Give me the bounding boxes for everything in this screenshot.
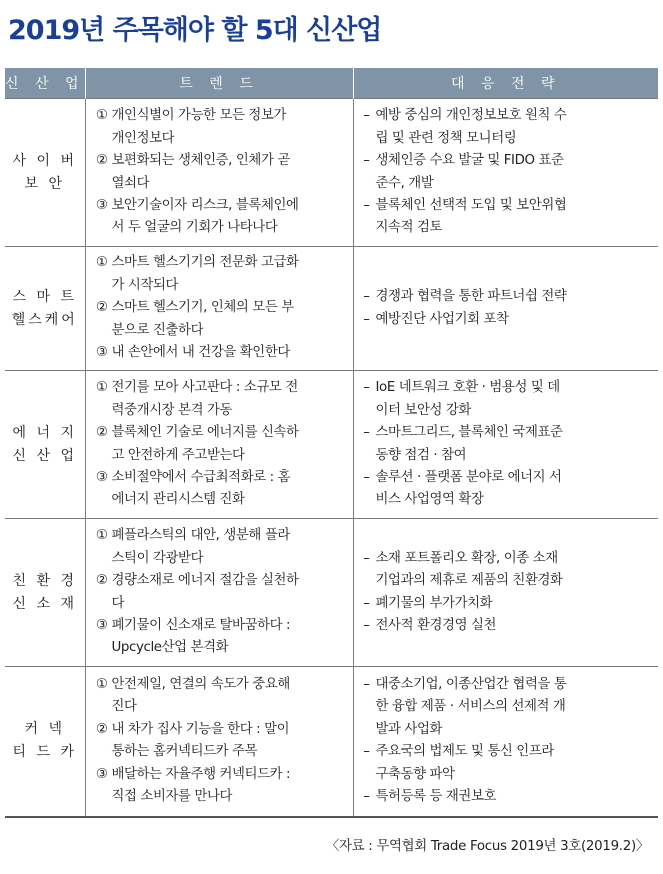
industry-table xyxy=(5,68,658,818)
item-text-line: 예방진단 사업기회 포착 xyxy=(375,311,509,327)
item-text xyxy=(376,105,653,150)
trend-item xyxy=(86,105,347,150)
item-text-line: 직접 소비자를 만나다 xyxy=(111,789,233,805)
strategy-item xyxy=(354,467,653,512)
item-text-line: 스틱이 각광받다 xyxy=(111,550,204,566)
item-marker: – xyxy=(363,617,370,633)
item-text-line: 서 두 얼굴의 기회가 나타나다 xyxy=(111,220,278,236)
item-text-line: 발과 사업화 xyxy=(375,721,443,737)
item-text-line: 솔루션 · 플랫폼 분야로 에너지 서 xyxy=(375,469,562,485)
item-text-line: 지속적 검토 xyxy=(375,220,443,236)
trend-cell xyxy=(85,99,353,247)
item-text xyxy=(112,342,347,364)
item-marker: ③ xyxy=(95,766,108,782)
industry-name-line: 사 이 버 xyxy=(12,152,77,169)
page-title: 2019년 주목해야 할 5대 신산업 xyxy=(8,15,382,46)
item-text-line: 고 안전하게 주고받는다 xyxy=(111,447,245,463)
item-text-line: 분으로 진출하다 xyxy=(111,322,204,338)
item-text-line: 통하는 홈커넥티드카 주목 xyxy=(111,744,258,760)
item-marker: ② xyxy=(95,153,108,169)
industry-name-line: 신 소 재 xyxy=(12,595,77,612)
item-text xyxy=(376,741,653,786)
item-text-line: 소비절약에서 수급최적화로 : 홈 xyxy=(111,469,291,485)
item-text-line: 경쟁과 협력을 통한 파트너쉽 전략 xyxy=(375,289,567,305)
trend-cell xyxy=(85,371,353,519)
strategy-item xyxy=(354,195,653,240)
item-marker: – xyxy=(363,289,370,305)
item-text-line: 내 손안에서 내 건강을 확인한다 xyxy=(111,345,290,361)
strategy-item xyxy=(354,593,653,615)
item-text xyxy=(112,150,347,195)
item-marker: ③ xyxy=(95,469,108,485)
trend-item xyxy=(86,525,347,570)
strategy-item xyxy=(354,615,653,637)
industry-name-line: 헬스케어 xyxy=(11,311,78,328)
table-row xyxy=(5,667,658,817)
industry-name-line: 보 안 xyxy=(24,175,65,192)
item-text-line: 예방 중심의 개인정보보호 원칙 수 xyxy=(375,108,567,124)
item-marker: ③ xyxy=(95,197,108,213)
item-text-line: 스마트 헬스기기의 전문화 고급화 xyxy=(111,255,299,271)
item-text-line: 안전제일, 연결의 속도가 중요해 xyxy=(111,677,290,693)
trend-item xyxy=(86,422,347,467)
item-text-line: 전사적 환경경영 실천 xyxy=(375,617,497,633)
item-text xyxy=(112,764,347,809)
item-marker: – xyxy=(363,380,370,396)
item-text-line: 폐기물이 신소재로 탈바꿈하다 : xyxy=(111,617,291,633)
item-marker: ① xyxy=(95,255,108,271)
item-marker: – xyxy=(363,311,370,327)
strategy-item xyxy=(354,422,653,467)
table-row xyxy=(5,519,658,667)
item-text-line: 립 및 관련 정책 모니터링 xyxy=(375,130,517,146)
item-text-line: 이터 보안성 강화 xyxy=(375,402,471,418)
item-text xyxy=(376,615,653,637)
item-text xyxy=(112,377,347,422)
item-text xyxy=(376,467,653,512)
item-text-line: 폐기물의 부가가치화 xyxy=(375,595,493,611)
industry-name-line: 신 산 업 xyxy=(12,447,77,464)
strategy-item xyxy=(354,548,653,593)
table-row xyxy=(5,247,658,371)
strategy-item xyxy=(354,674,653,741)
industry-name-line: 스 마 트 xyxy=(12,288,77,305)
trend-item xyxy=(86,570,347,615)
item-text-line: 폐플라스틱의 대안, 생분해 플라 xyxy=(111,528,290,544)
item-text-line: 블록체인 기술로 에너지를 신속하 xyxy=(111,425,299,441)
item-marker: – xyxy=(363,469,370,485)
item-text-line: 블록체인 선택적 도입 및 보안위협 xyxy=(375,197,567,213)
trend-cell xyxy=(85,247,353,371)
strategy-item xyxy=(354,105,653,150)
item-text xyxy=(112,525,347,570)
item-text-line: 개인정보다 xyxy=(111,130,175,146)
item-text-line: 기업과의 제휴로 제품의 친환경화 xyxy=(375,573,563,589)
item-text-line: 한 융합 제품 · 서비스의 선제적 개 xyxy=(375,699,566,715)
item-text xyxy=(376,150,653,195)
item-marker: ① xyxy=(95,380,108,396)
strategy-cell xyxy=(353,247,658,371)
item-text xyxy=(376,195,653,240)
item-text xyxy=(112,297,347,342)
item-text-line: 개인식별이 가능한 모든 정보가 xyxy=(111,108,287,124)
item-marker: ① xyxy=(95,677,108,693)
item-text xyxy=(376,377,653,422)
strategy-item xyxy=(354,741,653,786)
item-text-line: 에너지 관리시스템 진화 xyxy=(111,492,245,508)
industry-name-line: 커 넥 xyxy=(24,721,65,738)
item-marker: ② xyxy=(95,573,108,589)
item-text xyxy=(112,719,347,764)
item-text xyxy=(376,593,653,615)
item-text-line: 생체인증 수요 발굴 및 FIDO 표준 xyxy=(375,153,564,169)
item-text xyxy=(112,252,347,297)
item-marker: – xyxy=(363,153,370,169)
industry-name-line: 티 드 카 xyxy=(12,744,77,761)
strategy-item xyxy=(354,286,653,308)
item-text xyxy=(112,195,347,240)
header-trend: 트 렌 드 xyxy=(85,68,353,99)
item-text xyxy=(376,422,653,467)
item-text-line: 배달하는 자율주행 커넥티드카 : xyxy=(111,766,291,782)
strategy-cell xyxy=(353,667,658,817)
item-marker: ① xyxy=(95,108,108,124)
table-body xyxy=(5,99,658,817)
industry-name-line: 에 너 지 xyxy=(12,424,77,441)
strategy-cell xyxy=(353,99,658,247)
trend-item xyxy=(86,467,347,512)
item-text xyxy=(376,786,653,808)
item-marker: – xyxy=(363,550,370,566)
strategy-item xyxy=(354,150,653,195)
item-text-line: 구축동향 파악 xyxy=(375,766,455,782)
trend-item xyxy=(86,377,347,422)
item-text-line: IoE 네트워크 호환 · 범용성 및 데 xyxy=(375,380,560,396)
item-text xyxy=(376,548,653,593)
item-text-line: 준수, 개발 xyxy=(375,175,434,191)
strategy-item xyxy=(354,377,653,422)
item-marker: ③ xyxy=(95,345,108,361)
item-text-line: 스마트 헬스기기, 인체의 모든 부 xyxy=(111,300,294,316)
table-row xyxy=(5,99,658,247)
item-text-line: 보안기술이자 리스크, 블록체인에 xyxy=(111,197,299,213)
trend-item xyxy=(86,764,347,809)
industry-name-cell xyxy=(5,519,85,667)
item-text xyxy=(376,309,653,331)
trend-item xyxy=(86,674,347,719)
item-text-line: 주요국의 법제도 및 통신 인프라 xyxy=(375,744,554,760)
industry-name-cell xyxy=(5,99,85,247)
item-text xyxy=(376,674,653,741)
trend-item xyxy=(86,719,347,764)
item-text-line: 열쇠다 xyxy=(111,175,150,191)
item-marker: – xyxy=(363,108,370,124)
header-industry: 신 산 업 xyxy=(5,68,85,99)
industry-name-cell xyxy=(5,371,85,519)
trend-item xyxy=(86,297,347,342)
item-text xyxy=(112,467,347,512)
item-text-line: 보편화되는 생체인증, 인체가 곧 xyxy=(111,153,290,169)
trend-item xyxy=(86,252,347,297)
item-text-line: 가 시작되다 xyxy=(111,277,179,293)
item-text-line: Upcycle산업 본격화 xyxy=(111,640,229,656)
item-marker: – xyxy=(363,789,370,805)
item-text xyxy=(112,570,347,615)
table-header xyxy=(5,68,658,99)
item-marker: ② xyxy=(95,721,108,737)
item-marker: ② xyxy=(95,425,108,441)
strategy-cell xyxy=(353,519,658,667)
item-text xyxy=(112,422,347,467)
item-text-line: 력중개시장 본격 가동 xyxy=(111,402,233,418)
trend-item xyxy=(86,150,347,195)
industry-name-cell xyxy=(5,667,85,817)
table-row xyxy=(5,371,658,519)
trend-cell xyxy=(85,519,353,667)
item-text-line: 진다 xyxy=(111,699,137,715)
item-text-line: 대중소기업, 이종산업간 협력을 통 xyxy=(375,677,567,693)
header-strategy: 대 응 전 략 xyxy=(353,68,658,99)
strategy-item xyxy=(354,786,653,808)
item-marker: ① xyxy=(95,528,108,544)
trend-item xyxy=(86,195,347,240)
item-text-line: 소재 포트폴리오 확장, 이종 소재 xyxy=(375,550,558,566)
item-marker: – xyxy=(363,595,370,611)
item-text-line: 스마트그리드, 블록체인 국제표준 xyxy=(375,425,563,441)
source-note: 〈자료 : 무역협회 Trade Focus 2019년 3호(2019.2)〉 xyxy=(325,839,649,854)
item-text-line: 비스 사업영역 확장 xyxy=(375,492,484,508)
item-text xyxy=(112,105,347,150)
item-text-line: 전기를 모아 사고판다 : 소규모 전 xyxy=(111,380,298,396)
industry-name-cell xyxy=(5,247,85,371)
item-text xyxy=(376,286,653,308)
strategy-cell xyxy=(353,371,658,519)
item-marker: – xyxy=(363,677,370,693)
item-text-line: 경량소재로 에너지 절감을 실천하 xyxy=(111,573,299,589)
item-marker: ③ xyxy=(95,617,108,633)
industry-name-line: 친 환 경 xyxy=(12,572,77,589)
trend-item xyxy=(86,342,347,364)
strategy-item xyxy=(354,309,653,331)
item-marker: – xyxy=(363,425,370,441)
item-marker: ② xyxy=(95,300,108,316)
item-text xyxy=(112,674,347,719)
item-marker: – xyxy=(363,197,370,213)
item-text xyxy=(112,615,347,660)
item-text-line: 특허등록 등 재권보호 xyxy=(375,789,497,805)
item-text-line: 내 차가 집사 기능을 한다 : 말이 xyxy=(111,721,290,737)
item-marker: – xyxy=(363,744,370,760)
trend-item xyxy=(86,615,347,660)
item-text-line: 동향 점검 · 참여 xyxy=(375,447,467,463)
trend-cell xyxy=(85,667,353,817)
item-text-line: 다 xyxy=(111,595,125,611)
